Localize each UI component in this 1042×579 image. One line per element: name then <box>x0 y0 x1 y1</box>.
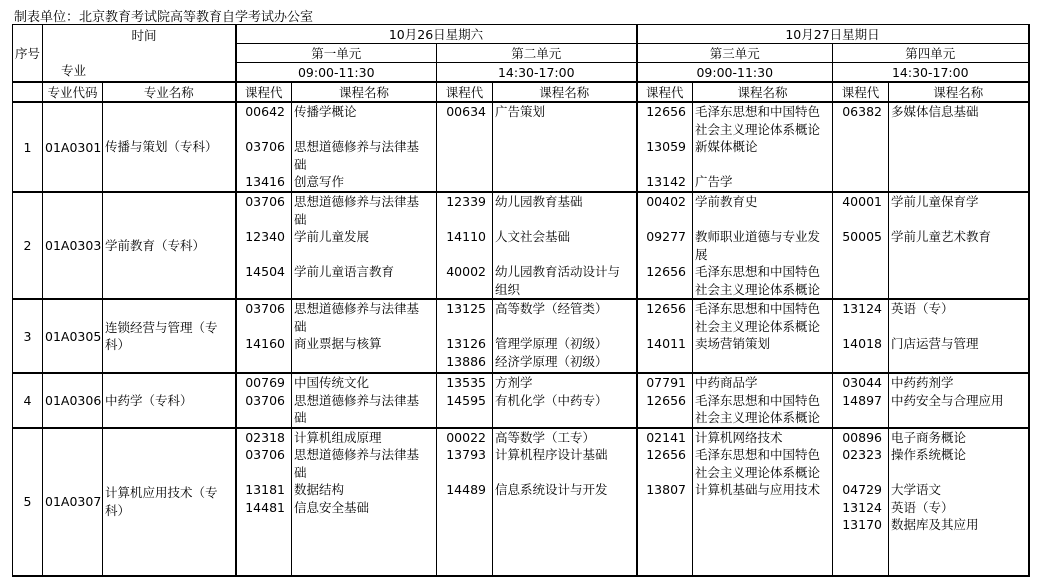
course-code: 00634 <box>446 104 486 119</box>
course-name: 英语（专） <box>891 499 954 515</box>
course-code: 12656 <box>646 264 686 279</box>
course-code: 06382 <box>842 104 882 119</box>
course-code: 50005 <box>842 229 882 244</box>
course-name: 毛泽东思想和中国特色 <box>695 392 821 408</box>
course-code: 02323 <box>842 447 882 462</box>
unit1-name: 第一单元 <box>236 44 437 63</box>
course-code: 14897 <box>842 392 882 408</box>
course-code: 13535 <box>446 375 486 390</box>
course-code <box>833 318 888 336</box>
course-code: 13125 <box>446 301 486 316</box>
course-name: 毛泽东思想和中国特色 <box>695 301 821 316</box>
course-name: 高等数学（工专） <box>495 429 596 445</box>
course-name: 思想道德修养与法律基 <box>294 447 420 462</box>
course-code-cell <box>833 299 889 373</box>
course-name-cell <box>693 428 833 576</box>
course-code: 03706 <box>245 139 285 154</box>
course-code: 13886 <box>446 353 486 369</box>
table-row <box>13 299 1029 373</box>
course-code: 03706 <box>245 301 285 316</box>
course-name: 毛泽东思想和中国特色 <box>695 104 821 119</box>
course-name: 计算机基础与应用技术 <box>695 482 821 497</box>
table-row <box>13 373 1029 428</box>
course-code: 03706 <box>245 194 285 209</box>
course-code-cell <box>236 192 292 299</box>
course-code-header: 课程代 <box>637 82 693 102</box>
course-name: 计算机网络技术 <box>695 429 783 445</box>
course-name: 学前儿童艺术教育 <box>891 229 992 244</box>
major-code-cell: 01A0301 <box>43 102 103 192</box>
seq-subheader <box>13 82 43 102</box>
course-name-cell <box>889 428 1029 576</box>
course-name: 新媒体概论 <box>695 139 758 154</box>
course-name: 社会主义理论体系概论 <box>695 410 821 425</box>
course-code-cell <box>437 192 493 299</box>
course-code-cell <box>833 192 889 299</box>
course-code: 13416 <box>245 174 285 189</box>
course-code <box>638 318 693 336</box>
course-name-cell <box>493 102 637 192</box>
unit4-name: 第四单元 <box>833 44 1029 63</box>
course-code: 14160 <box>245 336 285 351</box>
course-code: 12340 <box>245 229 285 244</box>
course-name: 有机化学（中药专） <box>495 392 608 408</box>
course-code: 13793 <box>446 447 486 462</box>
day1-header: 10月26日星期六 <box>236 25 637 44</box>
course-name: 思想道德修养与法律基 <box>294 301 420 316</box>
major-name-line: 科） <box>105 502 131 518</box>
course-name: 高等数学（经管类） <box>495 301 608 316</box>
course-code-cell <box>236 428 292 576</box>
course-name <box>693 211 832 229</box>
course-name <box>889 211 1028 229</box>
course-name: 数据结构 <box>294 482 345 497</box>
seq-cell: 4 <box>13 373 43 428</box>
course-name: 门店运营与管理 <box>891 336 979 351</box>
course-code <box>237 409 292 427</box>
course-name-cell <box>292 192 437 299</box>
course-name-cell <box>889 373 1029 428</box>
time-major-header <box>43 25 236 83</box>
course-name <box>493 318 636 336</box>
course-code: 13126 <box>446 336 486 351</box>
course-code: 00769 <box>245 375 285 390</box>
course-name: 学前儿童语言教育 <box>294 264 395 279</box>
course-name: 幼儿园教育基础 <box>495 194 583 209</box>
course-name: 中药药剂学 <box>891 375 954 390</box>
course-code: 13181 <box>245 482 285 497</box>
time-label: 时间 <box>131 28 157 43</box>
course-name: 数据库及其应用 <box>891 517 979 532</box>
course-code <box>638 246 693 264</box>
course-name-cell <box>493 428 637 576</box>
course-name <box>292 121 436 139</box>
course-name: 电子商务概论 <box>891 429 967 445</box>
major-name-line: 学前教育（专科） <box>105 237 206 253</box>
course-name: 方剂学 <box>495 375 533 390</box>
course-name: 广告策划 <box>495 104 546 119</box>
course-name <box>693 156 832 174</box>
major-name-line: 中药学（专科） <box>105 392 193 408</box>
course-code: 13170 <box>842 517 882 532</box>
course-name: 础 <box>294 464 307 480</box>
major-name-line: 连锁经营与管理（专 <box>105 319 218 335</box>
course-code <box>638 156 693 174</box>
course-name-cell <box>493 373 637 428</box>
course-name: 大学语文 <box>891 482 942 497</box>
course-name: 社会主义理论体系概论 <box>695 318 821 334</box>
course-name-cell <box>693 373 833 428</box>
caption: 制表单位：北京教育考试院高等教育自学考试办公室 <box>14 10 314 25</box>
major-name-cell <box>103 373 236 428</box>
course-code <box>237 318 292 336</box>
course-name: 传播学概论 <box>294 104 357 119</box>
course-name: 学前教育史 <box>695 194 758 209</box>
course-code <box>437 318 492 336</box>
seq-cell: 1 <box>13 102 43 192</box>
course-code-header: 课程代 <box>833 82 889 102</box>
course-name: 社会主义理论体系概论 <box>695 281 821 297</box>
course-code: 13807 <box>646 482 686 497</box>
course-code-cell <box>437 102 493 192</box>
course-code: 12339 <box>446 194 486 209</box>
course-name-cell <box>889 299 1029 373</box>
course-name: 卖场营销策划 <box>695 336 771 351</box>
unit3-name: 第三单元 <box>637 44 833 63</box>
exam-schedule-table <box>12 24 1030 577</box>
course-name-cell <box>889 102 1029 192</box>
course-code: 40001 <box>842 194 882 209</box>
major-name-cell <box>103 102 236 192</box>
course-code: 00022 <box>446 429 486 445</box>
course-name-cell <box>693 299 833 373</box>
course-name-cell <box>493 192 637 299</box>
unit4-time: 14:30-17:00 <box>833 63 1029 83</box>
major-name-cell <box>103 299 236 373</box>
course-code: 14481 <box>245 499 285 515</box>
course-code <box>833 464 888 482</box>
course-code <box>638 409 693 427</box>
course-name-cell <box>292 373 437 428</box>
course-name: 中药商品学 <box>695 375 758 390</box>
course-code <box>237 464 292 482</box>
course-code: 14011 <box>646 336 686 351</box>
course-name <box>292 246 436 264</box>
course-name: 学前儿童保育学 <box>891 194 979 209</box>
course-code: 14110 <box>446 229 486 244</box>
table-row <box>13 102 1029 192</box>
course-name-cell <box>693 102 833 192</box>
course-name-header: 课程名称 <box>493 82 637 102</box>
course-code: 14504 <box>245 264 285 279</box>
course-name: 计算机组成原理 <box>294 429 382 445</box>
course-name-cell <box>493 299 637 373</box>
course-name <box>889 318 1028 336</box>
course-code: 13142 <box>646 174 686 189</box>
course-code <box>437 211 492 229</box>
course-name: 思想道德修养与法律基 <box>294 194 420 209</box>
course-name: 础 <box>294 318 307 334</box>
unit2-time: 14:30-17:00 <box>437 63 637 83</box>
course-code <box>638 464 693 482</box>
course-name: 英语（专） <box>891 301 954 316</box>
course-code-cell <box>437 373 493 428</box>
course-code-cell <box>236 299 292 373</box>
course-name: 创意写作 <box>294 174 345 189</box>
course-code: 02318 <box>245 429 285 445</box>
course-name: 思想道德修养与法律基 <box>294 139 420 154</box>
course-name-cell <box>889 192 1029 299</box>
course-name: 计算机程序设计基础 <box>495 447 608 462</box>
course-code: 00896 <box>842 429 882 445</box>
major-name-cell <box>103 192 236 299</box>
course-name: 础 <box>294 211 307 227</box>
course-name: 信息系统设计与开发 <box>495 482 608 497</box>
course-name: 广告学 <box>695 174 733 189</box>
course-code: 12656 <box>646 447 686 462</box>
course-name-header: 课程名称 <box>889 82 1029 102</box>
unit3-time: 09:00-11:30 <box>637 63 833 83</box>
course-name-header: 课程名称 <box>292 82 437 102</box>
course-name: 展 <box>695 246 708 262</box>
course-code-cell <box>437 428 493 576</box>
course-name: 础 <box>294 410 307 425</box>
course-code <box>437 246 492 264</box>
course-name: 经济学原理（初级） <box>495 353 608 369</box>
course-name-cell <box>292 102 437 192</box>
seq-cell: 2 <box>13 192 43 299</box>
day2-header: 10月27日星期日 <box>637 25 1029 44</box>
course-name: 多媒体信息基础 <box>891 104 979 119</box>
course-name: 中药安全与合理应用 <box>891 392 1004 408</box>
course-code: 02141 <box>646 429 686 445</box>
course-code-header: 课程代 <box>437 82 493 102</box>
table-row <box>13 192 1029 299</box>
course-name: 社会主义理论体系概论 <box>695 121 821 137</box>
course-code: 03706 <box>245 447 285 462</box>
major-name-line: 传播与策划（专科） <box>105 139 218 155</box>
course-code <box>237 121 292 139</box>
course-code: 14018 <box>842 336 882 351</box>
course-name: 学前儿童发展 <box>294 229 370 244</box>
course-code: 14489 <box>446 482 486 497</box>
course-code <box>638 211 693 229</box>
course-name: 中国传统文化 <box>294 375 370 390</box>
course-name-cell <box>292 428 437 576</box>
course-code <box>437 281 492 299</box>
major-code-cell: 01A0303 <box>43 192 103 299</box>
course-code: 07791 <box>646 375 686 390</box>
course-name <box>493 211 636 229</box>
course-code-cell <box>637 299 693 373</box>
course-code <box>833 211 888 229</box>
course-code-cell <box>637 102 693 192</box>
course-name: 信息安全基础 <box>294 499 370 515</box>
course-name: 幼儿园教育活动设计与 <box>495 264 621 279</box>
course-name: 毛泽东思想和中国特色 <box>695 264 821 279</box>
course-code-cell <box>833 428 889 576</box>
course-code: 13124 <box>842 301 882 316</box>
course-code <box>237 246 292 264</box>
major-name-cell <box>103 428 236 576</box>
seq-header: 序号 <box>13 25 43 83</box>
course-code-cell <box>637 428 693 576</box>
course-name: 思想道德修养与法律基 <box>294 392 420 408</box>
unit2-name: 第二单元 <box>437 44 637 63</box>
course-name <box>889 464 1028 482</box>
major-code-cell: 01A0307 <box>43 428 103 576</box>
course-code <box>237 211 292 229</box>
course-name: 操作系统概论 <box>891 447 967 462</box>
course-code: 14595 <box>446 392 486 408</box>
course-name-header: 课程名称 <box>693 82 833 102</box>
major-name-header: 专业名称 <box>103 82 236 102</box>
course-code-cell <box>637 192 693 299</box>
course-code-cell <box>637 373 693 428</box>
course-code: 13124 <box>842 499 882 515</box>
unit1-time: 09:00-11:30 <box>236 63 437 83</box>
course-name <box>493 246 636 264</box>
course-code-cell <box>833 373 889 428</box>
course-code: 03044 <box>842 375 882 390</box>
course-name-cell <box>292 299 437 373</box>
course-code: 12656 <box>646 392 686 408</box>
course-name: 教师职业道德与专业发 <box>695 229 821 244</box>
table-row <box>13 428 1029 576</box>
major-label: 专业 <box>61 63 87 78</box>
major-code-cell: 01A0306 <box>43 373 103 428</box>
course-name: 社会主义理论体系概论 <box>695 464 821 480</box>
major-name-line: 科） <box>105 337 131 352</box>
course-name: 毛泽东思想和中国特色 <box>695 447 821 462</box>
course-code-cell <box>437 299 493 373</box>
course-code: 13059 <box>646 139 686 154</box>
course-code <box>437 464 492 482</box>
course-code-cell <box>236 373 292 428</box>
course-code: 04729 <box>842 482 882 497</box>
course-name <box>493 464 636 482</box>
course-code: 09277 <box>646 229 686 244</box>
major-name-line: 计算机应用技术（专 <box>105 485 218 500</box>
course-code-cell <box>833 102 889 192</box>
major-code-cell: 01A0305 <box>43 299 103 373</box>
course-name: 商业票据与核算 <box>294 336 382 351</box>
course-name: 人文社会基础 <box>495 229 571 244</box>
course-code-header: 课程代 <box>236 82 292 102</box>
seq-cell: 3 <box>13 299 43 373</box>
course-name: 管理学原理（初级） <box>495 336 608 351</box>
course-code: 12656 <box>646 104 686 119</box>
course-code <box>638 281 693 299</box>
major-code-header: 专业代码 <box>43 82 103 102</box>
course-code-cell <box>236 102 292 192</box>
course-code: 03706 <box>245 392 285 408</box>
course-code: 12656 <box>646 301 686 316</box>
course-code: 00642 <box>245 104 285 119</box>
course-code <box>237 156 292 174</box>
course-name-cell <box>693 192 833 299</box>
course-code: 00402 <box>646 194 686 209</box>
course-name: 础 <box>294 156 307 172</box>
course-code <box>638 121 693 139</box>
course-code: 40002 <box>446 264 486 279</box>
course-name: 组织 <box>495 281 521 297</box>
seq-cell: 5 <box>13 428 43 576</box>
